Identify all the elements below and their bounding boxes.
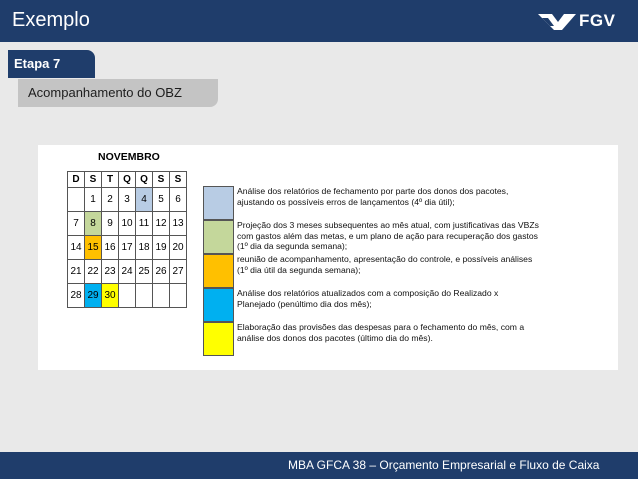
legend-text-line: Elaboração das provisões das despesas para o fechamento do mês, com a xyxy=(237,322,525,332)
legend-color-swatch xyxy=(203,322,234,356)
calendar-day-cell: 18 xyxy=(136,236,153,260)
page-title: Exemplo xyxy=(12,9,90,31)
calendar-day-cell: 10 xyxy=(119,212,136,236)
legend-text-line: ajustando os possíveis erros de lançamentos (4º dia útil); xyxy=(237,196,455,207)
step-label: Etapa 7 xyxy=(14,56,61,71)
legend-text-line: Projeção dos 3 meses subsequentes ao mês atual, com justificativas das VBZs xyxy=(237,220,539,230)
calendar-day-cell: 25 xyxy=(136,260,153,284)
calendar-day-cell: 29 xyxy=(85,284,102,308)
calendar-day-cell xyxy=(153,284,170,308)
calendar-week-row xyxy=(68,284,187,308)
calendar-day-cell xyxy=(68,188,85,212)
calendar-day-cell: 3 xyxy=(119,188,136,212)
legend-text-line: Análise dos relatórios de fechamento por parte dos donos dos pacotes, xyxy=(237,186,509,196)
calendar-day-cell: 27 xyxy=(170,260,187,284)
calendar-day-cell: 14 xyxy=(68,236,85,260)
calendar-day-cell: 26 xyxy=(153,260,170,284)
calendar-week-row xyxy=(68,236,187,260)
calendar-week-row xyxy=(68,188,187,212)
calendar-day-cell: 19 xyxy=(153,236,170,260)
footer-bar xyxy=(0,452,638,479)
calendar-day-cell: 21 xyxy=(68,260,85,284)
fgv-logo xyxy=(538,11,618,31)
calendar-day-cell xyxy=(119,284,136,308)
calendar-day-cell: 5 xyxy=(153,188,170,212)
weekday-cell: T xyxy=(102,172,119,188)
calendar-month-title: NOVEMBRO xyxy=(98,151,160,163)
calendar-day-cell: 24 xyxy=(119,260,136,284)
weekday-cell: Q xyxy=(136,172,153,188)
calendar-day-cell: 17 xyxy=(119,236,136,260)
legend-text xyxy=(237,288,607,309)
legend-text-line: (1º dia útil da segunda semana); xyxy=(237,264,361,275)
calendar-day-cell xyxy=(136,284,153,308)
legend-text-line: (1º dia da segunda semana); xyxy=(237,241,348,251)
calendar-day-cell: 28 xyxy=(68,284,85,308)
weekday-cell: D xyxy=(68,172,85,188)
legend-text-line: Análise dos relatórios atualizados com a composição do Realizado x xyxy=(237,288,499,298)
legend-color-swatch xyxy=(203,220,234,254)
calendar-day-cell: 8 xyxy=(85,212,102,236)
legend-text-line: com gastos além das metas, e um plano de ação para recuperação dos gastos xyxy=(237,230,538,241)
legend-text-line: reunião de acompanhamento, apresentação do controle, e possíveis análises xyxy=(237,254,533,264)
legend-text xyxy=(237,220,607,252)
calendar-day-cell: 30 xyxy=(102,284,119,308)
calendar-day-cell: 6 xyxy=(170,188,187,212)
calendar-day-cell: 22 xyxy=(85,260,102,284)
weekday-cell: S xyxy=(153,172,170,188)
calendar-week-row xyxy=(68,260,187,284)
header-bar xyxy=(0,0,638,42)
legend-color-swatch xyxy=(203,254,234,288)
section-subtitle xyxy=(18,79,218,107)
legend-text-line: Planejado (penúltimo dia dos mês); xyxy=(237,298,372,309)
calendar-day-cell: 4 xyxy=(136,188,153,212)
weekday-cell: S xyxy=(85,172,102,188)
legend-text xyxy=(237,254,607,275)
calendar-day-cell: 2 xyxy=(102,188,119,212)
calendar-day-cell: 9 xyxy=(102,212,119,236)
footer-text: MBA GFCA 38 – Orçamento Empresarial e Fluxo de Caixa xyxy=(288,458,600,472)
step-tab xyxy=(8,50,95,78)
calendar-day-cell: 15 xyxy=(85,236,102,260)
legend-color-swatch xyxy=(203,186,234,220)
calendar-day-cell: 20 xyxy=(170,236,187,260)
legend-text xyxy=(237,186,607,207)
weekday-cell: Q xyxy=(119,172,136,188)
calendar-day-cell: 16 xyxy=(102,236,119,260)
legend-text xyxy=(237,322,607,343)
calendar-day-cell: 23 xyxy=(102,260,119,284)
calendar-day-cell: 12 xyxy=(153,212,170,236)
fgv-logo-text: FGV xyxy=(579,11,616,30)
calendar-day-cell xyxy=(170,284,187,308)
fgv-logo-icon xyxy=(538,12,576,30)
weekday-header-row xyxy=(68,172,187,188)
calendar-day-cell: 11 xyxy=(136,212,153,236)
calendar-figure xyxy=(38,145,618,370)
subtitle-text: Acompanhamento do OBZ xyxy=(28,85,182,100)
calendar-table xyxy=(67,171,187,308)
calendar-day-cell: 13 xyxy=(170,212,187,236)
calendar-day-cell: 1 xyxy=(85,188,102,212)
calendar-week-row xyxy=(68,212,187,236)
weekday-cell: S xyxy=(170,172,187,188)
legend-color-swatch xyxy=(203,288,234,322)
legend-text-line: análise dos donos dos pacotes (último dia do mês). xyxy=(237,332,433,343)
calendar-day-cell: 7 xyxy=(68,212,85,236)
